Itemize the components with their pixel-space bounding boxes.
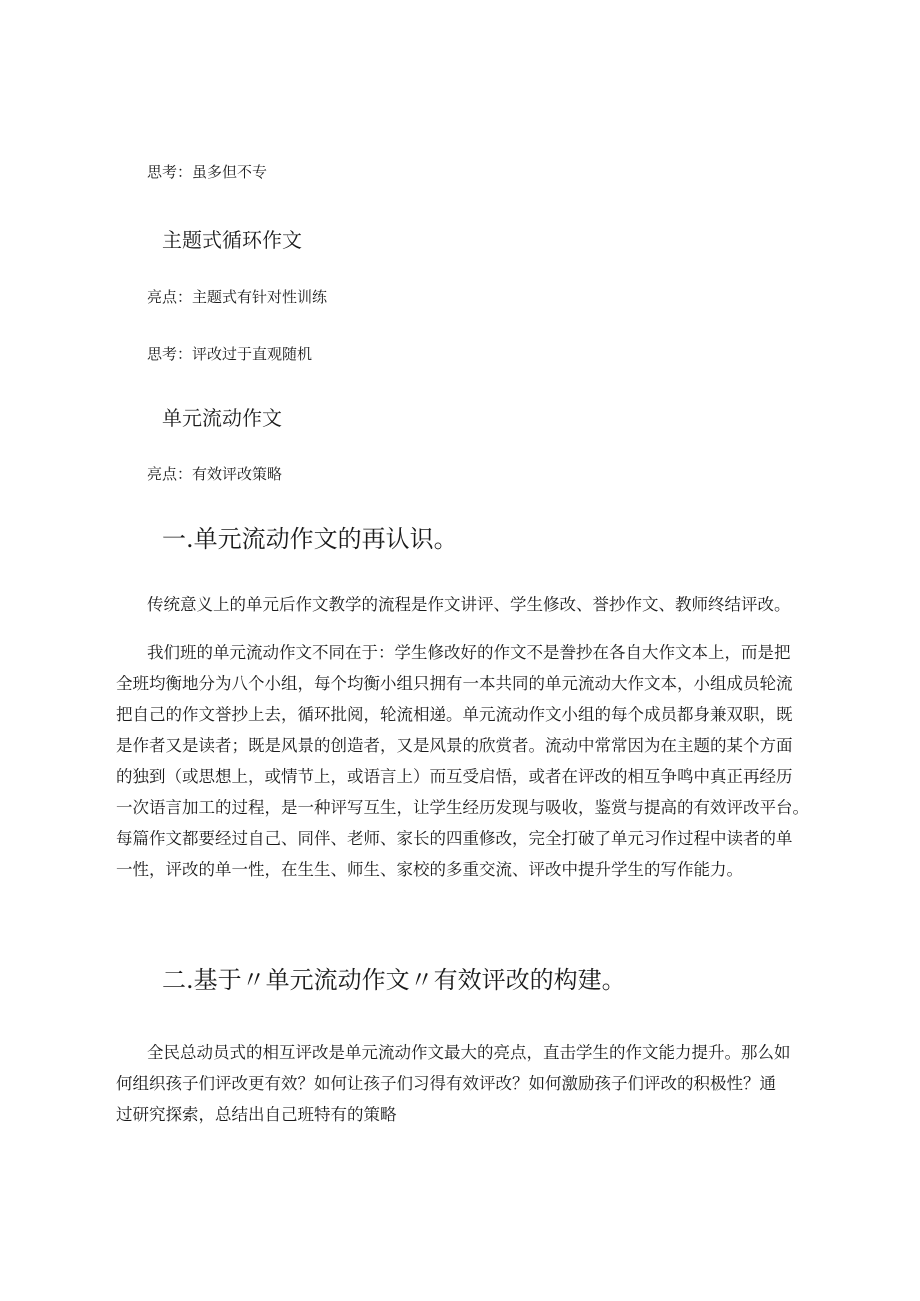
highlight-line-1 xyxy=(147,286,327,307)
heading-theme-cycle-composition: 主题式循环作文 xyxy=(162,228,302,252)
paragraph-line: 过研究探索，总结出自己班特有的策略 xyxy=(116,1105,397,1124)
paragraph-line: 一次语言加工的过程，是一种评写互生，让学生经历发现与吸收，鉴赏与提高的有效评改平台。 xyxy=(116,798,809,817)
highlight-line-2 xyxy=(147,463,282,484)
thought-label: 思考： xyxy=(147,345,193,363)
paragraph-line: 每篇作文都要经过自己、同伴、老师、家长的四重修改，完全打破了单元习作过程中读者的单 xyxy=(116,829,793,848)
paragraph-line: 的独到（或思想上，或情节上，或语言上）而互受启悟，或者在评改的相互争鸣中真正再经历 xyxy=(116,767,793,786)
section-2-title: 二.基于〃单元流动作文〃有效评改的构建。 xyxy=(162,966,626,994)
heading-unit-flow-composition: 单元流动作文 xyxy=(162,406,282,430)
paragraph-line: 把自己的作文誉抄上去，循环批阅，轮流相递。单元流动作文小组的每个成员都身兼双职，既 xyxy=(116,705,793,724)
paragraph-line: 何组织孩子们评改更有效？如何让孩子们习得有效评改？如何激励孩子们评改的积极性？通 xyxy=(116,1074,776,1093)
thought-value: 虽多但不专 xyxy=(192,163,268,181)
thought-line-1 xyxy=(147,161,267,182)
section-2-paragraph xyxy=(116,1037,816,1130)
section-1-paragraph-1: 传统意义上的单元后作文教学的流程是作文讲评、学生修改、誉抄作文、教师终结评改。 xyxy=(147,595,791,614)
highlight-value: 主题式有针对性训练 xyxy=(192,288,328,306)
section-1-paragraph-2 xyxy=(116,637,816,885)
paragraph-line: 全班均衡地分为八个小组，每个均衡小组只拥有一本共同的单元流动大作文本，小组成员轮流 xyxy=(116,674,793,693)
paragraph-line: 我们班的单元流动作文不同在于：学生修改好的作文不是誊抄在各自大作文本上，而是把 xyxy=(147,643,791,662)
paragraph-line: 是作者又是读者；既是风景的创造者，又是风景的欣赏者。流动中常常因为在主题的某个方面 xyxy=(116,736,793,755)
highlight-label: 亮点： xyxy=(147,465,193,483)
paragraph-line: 全民总动员式的相互评改是单元流动作文最大的亮点，直击学生的作文能力提升。那么如 xyxy=(147,1043,791,1062)
thought-value: 评改过于直观随机 xyxy=(192,345,313,363)
thought-label: 思考： xyxy=(147,163,193,181)
section-1-title: 一.单元流动作文的再认识。 xyxy=(162,525,458,553)
thought-line-2 xyxy=(147,343,312,364)
highlight-label: 亮点： xyxy=(147,288,193,306)
highlight-value: 有效评改策略 xyxy=(192,465,283,483)
paragraph-line: 一性，评改的单一性，在生生、师生、家校的多重交流、评改中提升学生的写作能力。 xyxy=(116,860,743,879)
